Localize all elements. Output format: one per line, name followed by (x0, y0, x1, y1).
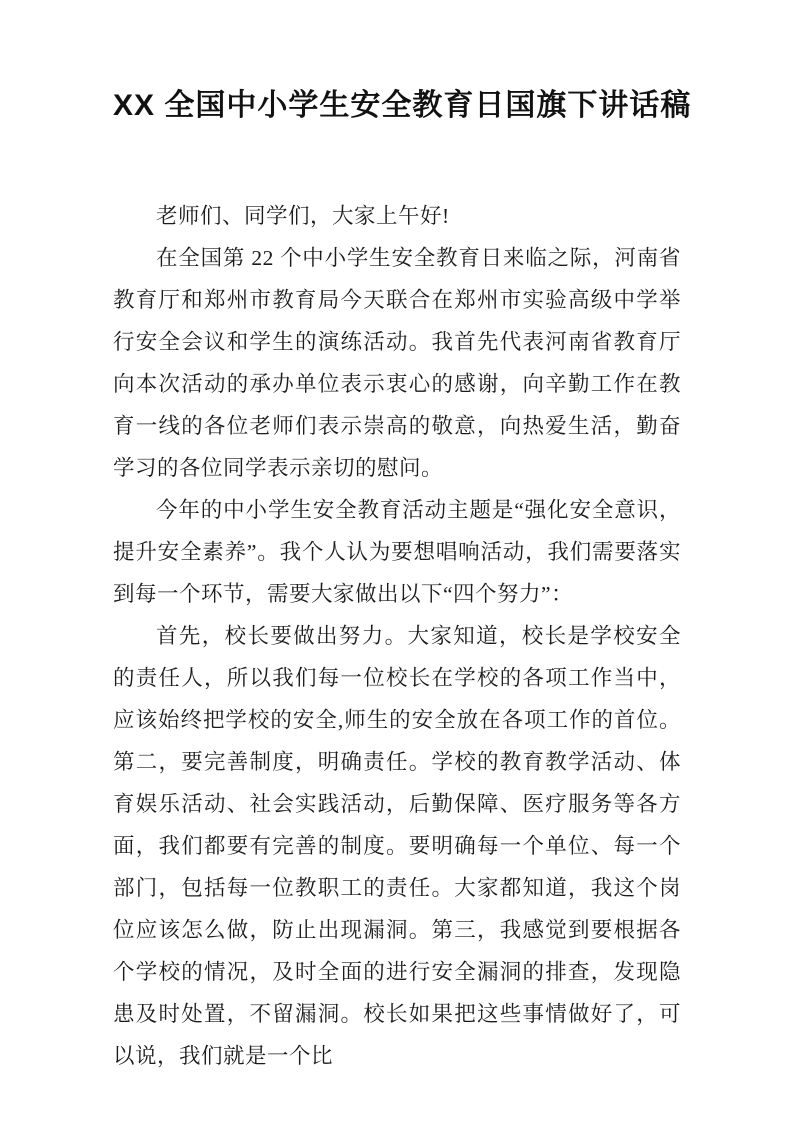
document-title: XX 全国中小学生安全教育日国旗下讲话稿 (113, 89, 692, 122)
paragraph-intro: 在全国第 22 个中小学生安全教育日来临之际，河南省教育厅和郑州市教育局今天联合在郑州市实验高级中学举行安全会议和学生的演练活动。我首先代表河南省教育厅向本次活动的承办单位表示衷心的感谢，向辛勤工作在教育一线的各位老师们表示崇高的敬意，向热爱生活，勤奋学习的各位同学表示亲切的慰问。 (113, 246, 681, 480)
paragraph-efforts: 首先，校长要做出努力。大家知道，校长是学校安全的责任人，所以我们每一位校长在学校的各项工作当中，应该始终把学校的安全,师生的安全放在各项工作的首位。第二，要完善制度，明确责任。学校的教育教学活动、体育娱乐活动、社会实践活动，后勤保障、医疗服务等各方面，我们都要有完善的制度。要明确每一个单位、每一个部门，包括每一位教职工的责任。大家都知道，我这个岗位应该怎么做，防止出现漏洞。第三，我感觉到要根据各个学校的情况，及时全面的进行安全漏洞的排查，发现隐患及时处置，不留漏洞。校长如果把这些事情做好了，可以说，我们就是一个比 (113, 624, 681, 1068)
paragraph-greeting: 老师们、同学们，大家上午好! (156, 204, 450, 228)
paragraph-theme: 今年的中小学生安全教育活动主题是“强化安全意识，提升安全素养”。我个人认为要想唱响活动，我们需要落实到每一个环节，需要大家做出以下“四个努力”： (113, 498, 681, 606)
